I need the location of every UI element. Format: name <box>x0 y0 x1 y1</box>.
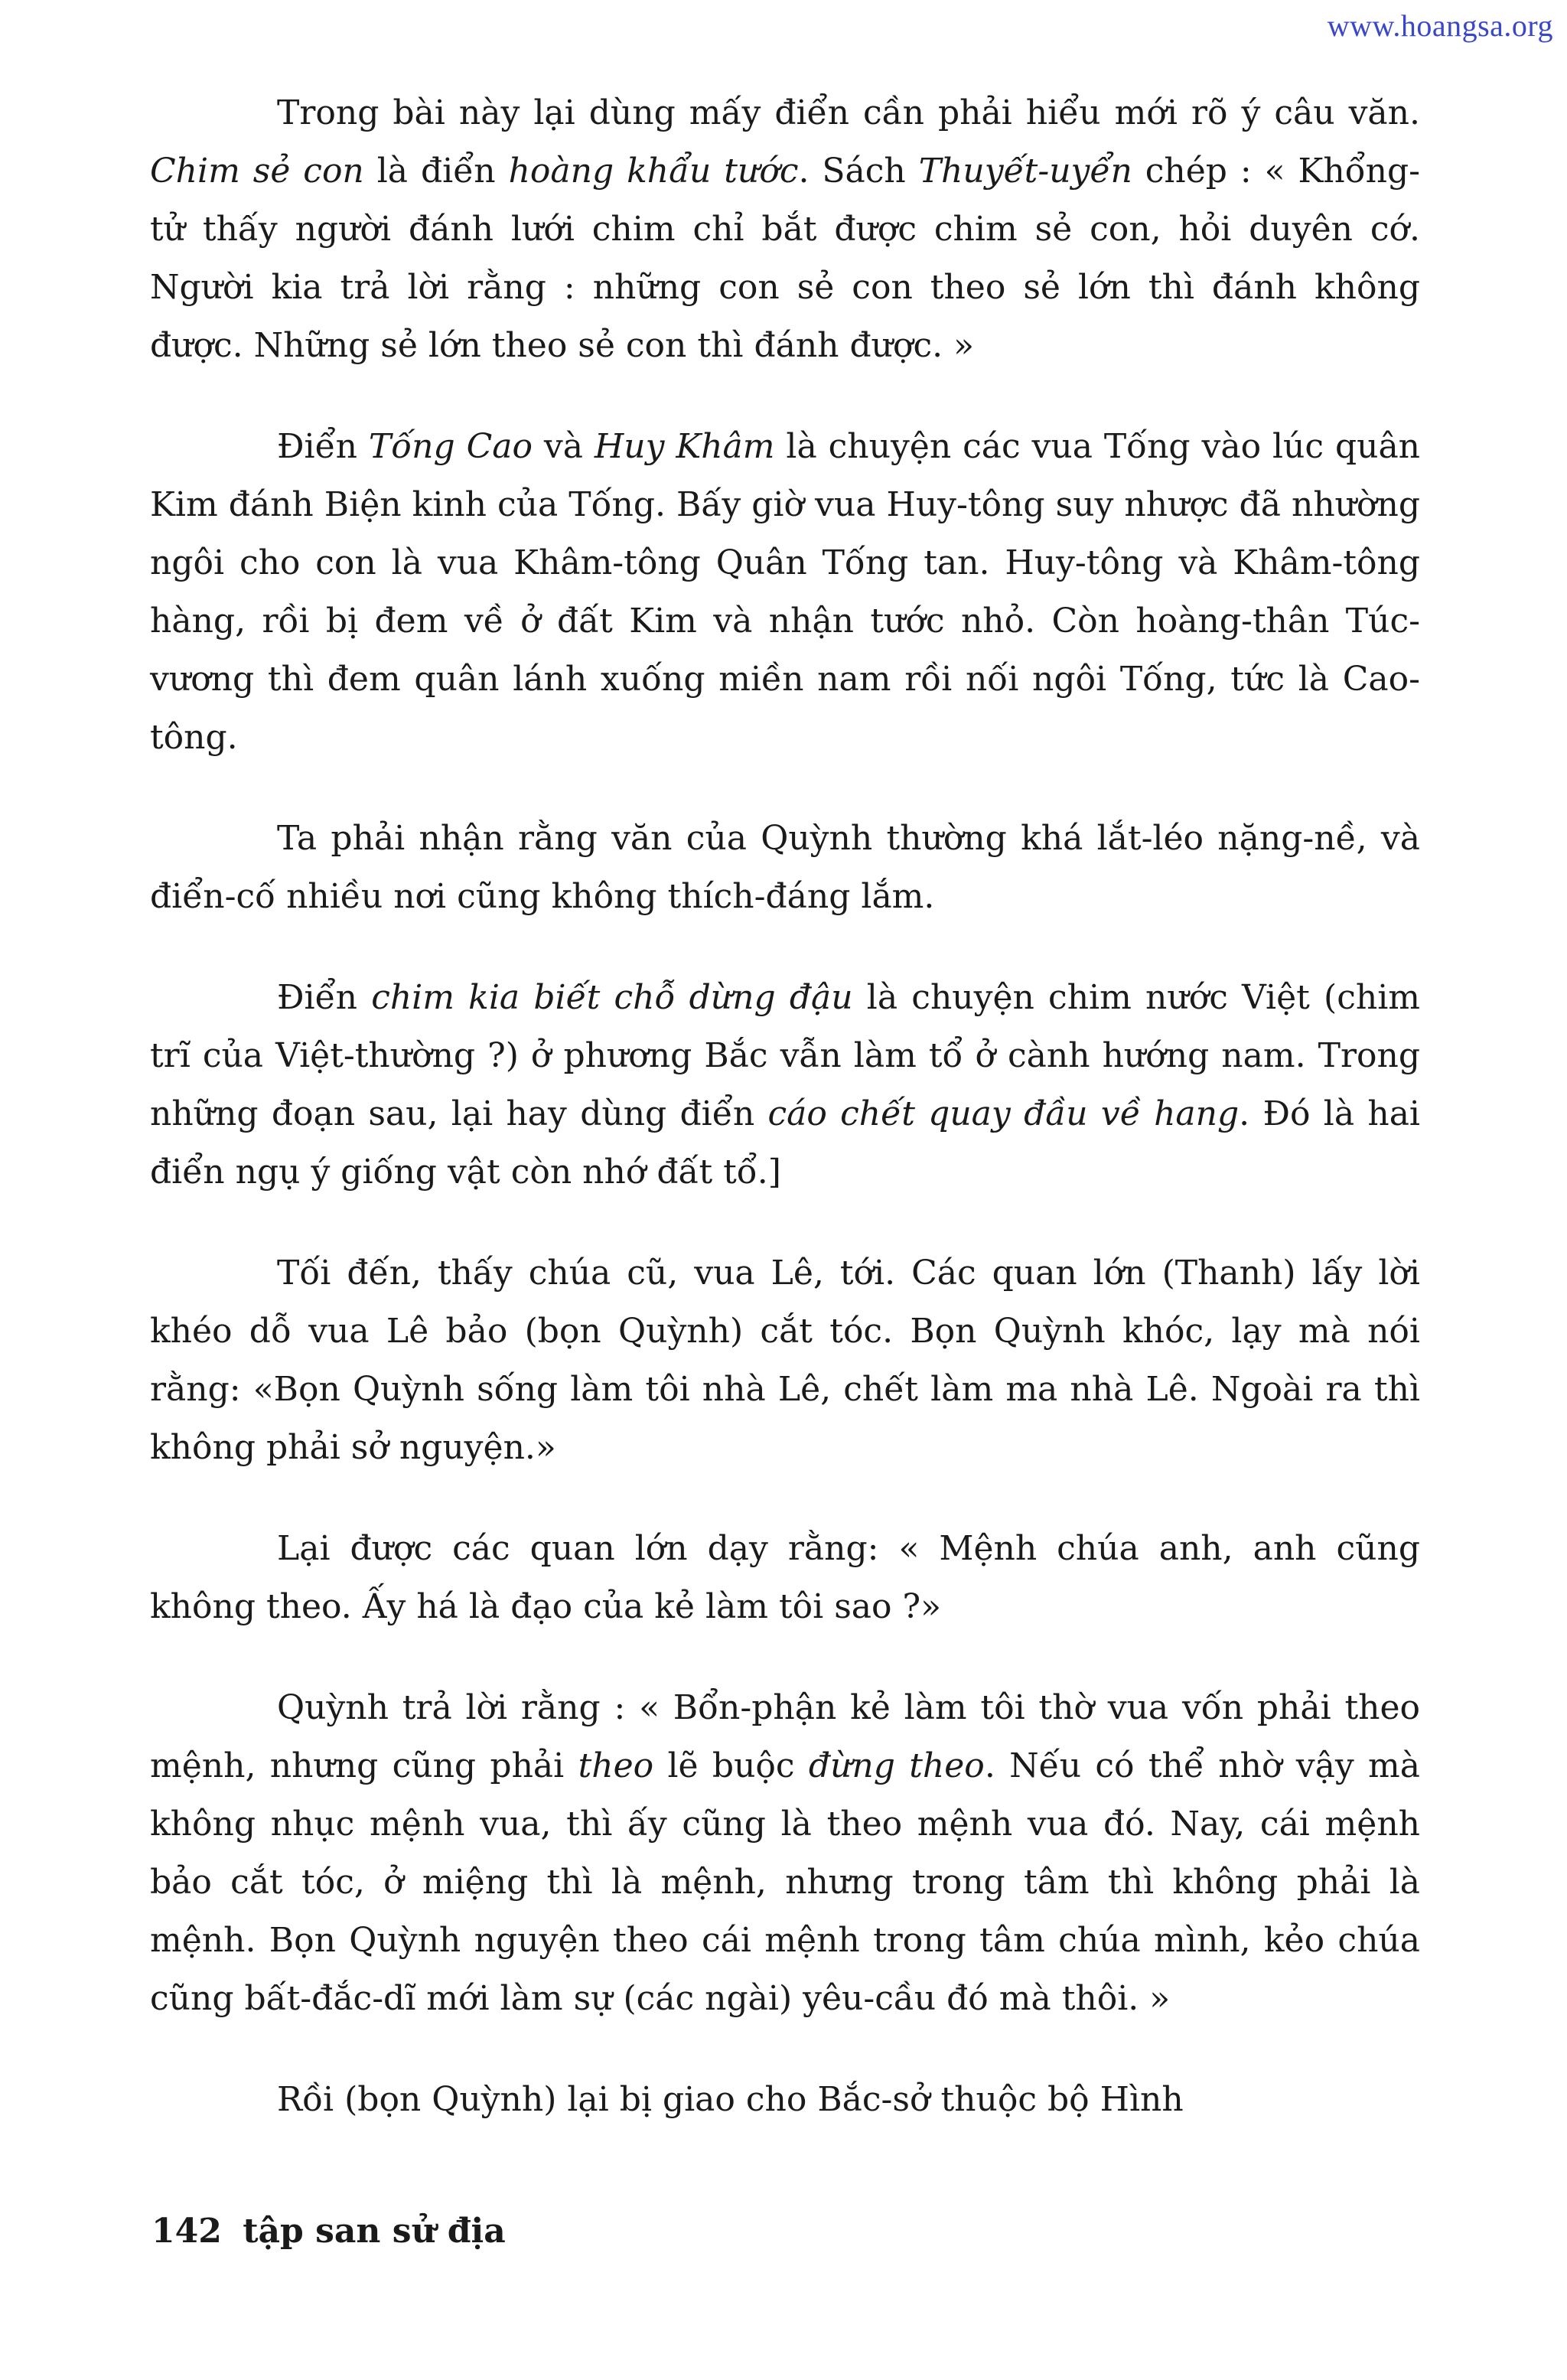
text-run: và <box>532 427 595 466</box>
paragraph-5 <box>150 1244 1420 1477</box>
text-run: . Sách <box>798 152 919 191</box>
text-run: chép : « Khổng-tử thấy người đánh lưới chim chỉ bắt được chim sẻ con, hỏi duyên cớ. Người kia trả lời rằng : những con sẻ con theo sẻ lớn thì đánh không được. Những sẻ lớn theo sẻ con thì đánh được. » <box>150 152 1420 365</box>
paragraph-4 <box>150 969 1420 1201</box>
page-footer <box>151 2212 506 2251</box>
text-run: là điển <box>363 152 509 191</box>
paragraph-8 <box>150 2071 1420 2129</box>
italic-text-run: theo <box>578 1746 654 1785</box>
text-run: Trong bài này lại dùng mấy điển cần phải hiểu mới rõ ý câu văn. <box>277 93 1420 132</box>
text-run: . Nếu có thể nhờ vậy mà không nhục mệnh vua, thì ấy cũng là theo mệnh vua đó. Nay, cái mệnh bảo cắt tóc, ở miệng thì là mệnh, nhưng trong tâm thì không phải là mệnh. Bọn Quỳnh nguyện theo cái mệnh trong tâm chúa mình, kẻo chúa cũng bất-đắc-dĩ mới làm sự (các ngài) yêu-cầu đó mà thôi. » <box>150 1746 1421 2018</box>
text-run: Tối đến, thấy chúa cũ, vua Lê, tới. Các quan lớn (Thanh) lấy lời khéo dỗ vua Lê bảo (bọn Quỳnh) cắt tóc. Bọn Quỳnh khóc, lạy mà nói rằng: «Bọn Quỳnh sống làm tôi nhà Lê, chết làm ma nhà Lê. Ngoài ra thì không phải sở nguyện.» <box>150 1254 1420 1467</box>
italic-text-run: chim kia biết chỗ dừng đậu <box>371 978 853 1017</box>
text-run: Rồi (bọn Quỳnh) lại bị giao cho Bắc-sở thuộc bộ Hình <box>277 2080 1184 2119</box>
italic-text-run: Huy Khâm <box>594 427 775 466</box>
text-run: Ta phải nhận rằng văn của Quỳnh thường khá lắt-léo nặng-nề, và điển-cố nhiều nơi cũng không thích-đáng lắm. <box>150 819 1420 916</box>
paragraph-3 <box>150 810 1420 926</box>
italic-text-run: cáo chết quay đầu về hang <box>767 1094 1240 1133</box>
paragraph-6 <box>150 1520 1420 1636</box>
italic-text-run: Tống Cao <box>368 427 533 466</box>
text-run: là chuyện các vua Tống vào lúc quân Kim đánh Biện kinh của Tống. Bấy giờ vua Huy-tông suy nhược đã nhường ngôi cho con là vua Khâm-tông Quân Tống tan. Huy-tông và Khâm-tông hàng, rồi bị đem về ở đất Kim và nhận tước nhỏ. Còn hoàng-thân Túc-vương thì đem quân lánh xuống miền nam rồi nối ngôi Tống, tức là Cao-tông. <box>150 427 1421 757</box>
text-run: . Đó là hai điển ngụ ý giống vật còn nhớ đất tổ.] <box>150 1094 1421 1192</box>
paragraph-1 <box>150 84 1420 375</box>
text-run: Điển <box>277 427 369 466</box>
page-number: 142 <box>151 2212 222 2251</box>
text-run: Lại được các quan lớn dạy rằng: « Mệnh chúa anh, anh cũng không theo. Ấy há là đạo của kẻ làm tôi sao ?» <box>150 1529 1420 1626</box>
page-body <box>150 84 1420 2172</box>
text-run: lẽ buộc <box>653 1746 809 1785</box>
paragraph-7 <box>150 1679 1420 2028</box>
publication-name: tập san sử địa <box>243 2212 506 2251</box>
text-run: Điển <box>277 978 372 1017</box>
italic-text-run: đừng theo <box>808 1746 985 1785</box>
italic-text-run: Thuyết-uyển <box>918 152 1132 191</box>
paragraph-2 <box>150 418 1420 767</box>
italic-text-run: Chim sẻ con <box>150 152 364 191</box>
italic-text-run: hoàng khẩu tước <box>508 152 799 191</box>
text-run: là chuyện chim nước Việt (chim trĩ của Việt-thường ?) ở phương Bắc vẫn làm tổ ở cành hướng nam. Trong những đoạn sau, lại hay dùng điển <box>150 978 1420 1133</box>
watermark-url: www.hoangsa.org <box>1327 8 1553 43</box>
text-run: Quỳnh trả lời rằng : « Bổn-phận kẻ làm tôi thờ vua vốn phải theo mệnh, nhưng cũng phải <box>150 1688 1420 1785</box>
